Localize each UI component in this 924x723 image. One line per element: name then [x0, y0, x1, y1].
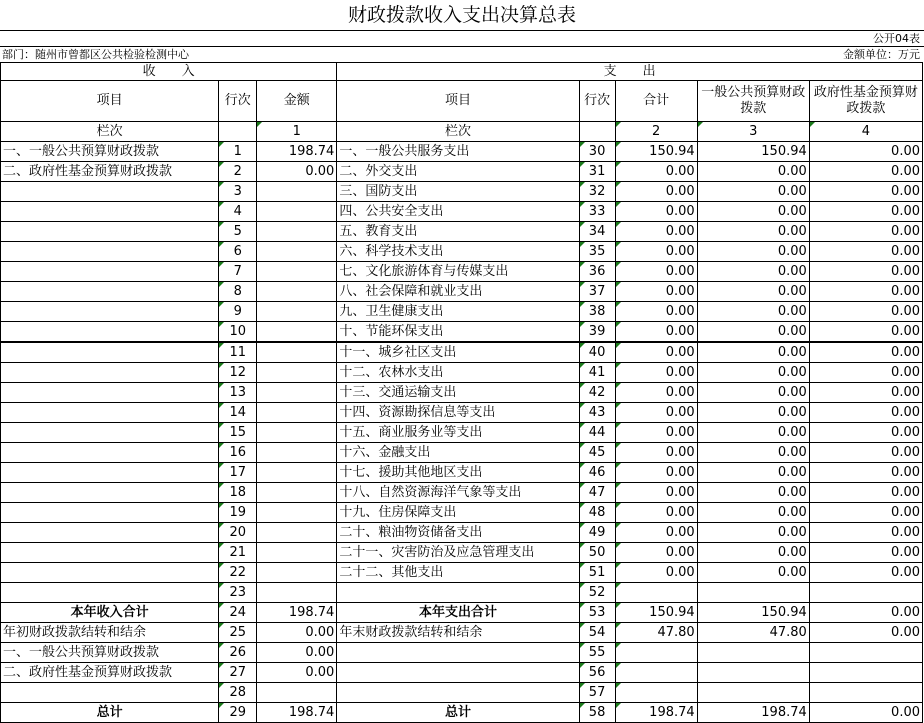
col-index-label-2: 栏次: [337, 122, 579, 142]
gov-fund-amount-cell: 0.00: [809, 142, 922, 162]
expense-total-cell: 0.00: [615, 423, 697, 443]
income-amount-cell: 198.74: [257, 703, 337, 723]
general-budget-amount-cell: 0.00: [697, 262, 809, 282]
expense-total-cell: 0.00: [615, 383, 697, 403]
expense-total-cell: 0.00: [615, 443, 697, 463]
income-row-no-cell: 13: [219, 383, 257, 403]
income-item-cell: [1, 222, 219, 242]
department-label: 部门：随州市曾都区公共检验检测中心: [2, 48, 189, 61]
income-row-no-cell: 12: [219, 363, 257, 383]
expense-item-cell: 十六、金融支出: [337, 443, 579, 463]
general-budget-amount-cell: 0.00: [697, 182, 809, 202]
income-item-cell: [1, 583, 219, 603]
unit-label: 金额单位：万元: [843, 48, 920, 61]
general-budget-amount-cell: 0.00: [697, 322, 809, 343]
income-row-no-cell: 26: [219, 643, 257, 663]
income-row-no-cell: 23: [219, 583, 257, 603]
expense-total-cell: 0.00: [615, 282, 697, 302]
gov-fund-amount-cell: 0.00: [809, 563, 922, 583]
expense-item-cell: [337, 663, 579, 683]
general-budget-amount-cell: 0.00: [697, 403, 809, 423]
gov-fund-amount-cell: 0.00: [809, 322, 922, 343]
table-row: [1, 182, 923, 202]
income-item-cell: [1, 383, 219, 403]
expense-item-cell: 二十、粮油物资储备支出: [337, 523, 579, 543]
expense-item-cell: 十八、自然资源海洋气象等支出: [337, 483, 579, 503]
general-budget-amount-cell: 0.00: [697, 222, 809, 242]
general-budget-amount-cell: 0.00: [697, 443, 809, 463]
expense-row-no-cell: 51: [579, 563, 615, 583]
gov-fund-amount-cell: 0.00: [809, 483, 922, 503]
expense-row-no-cell: 35: [579, 242, 615, 262]
expense-row-no-cell: 56: [579, 663, 615, 683]
expense-row-no-cell: 30: [579, 142, 615, 162]
income-amount-cell: 0.00: [257, 162, 337, 182]
income-item-cell: [1, 242, 219, 262]
expense-item-cell: [337, 583, 579, 603]
income-item-cell: [1, 543, 219, 563]
col-index-4: 4: [809, 122, 922, 142]
income-amount-cell: 198.74: [257, 142, 337, 162]
col-index-1: 1: [257, 122, 337, 142]
table-row: [1, 483, 923, 503]
expense-item-header: 项目: [337, 81, 579, 122]
expense-row-no-cell: 42: [579, 383, 615, 403]
expense-row-no-cell: 47: [579, 483, 615, 503]
gov-fund-amount-cell: 0.00: [809, 523, 922, 543]
expense-row-no-cell: 54: [579, 623, 615, 643]
income-amount-cell: [257, 302, 337, 322]
income-item-cell: [1, 282, 219, 302]
general-budget-amount-cell: 0.00: [697, 242, 809, 262]
income-amount-cell: [257, 222, 337, 242]
general-budget-amount-cell: [697, 583, 809, 603]
expense-total-cell: [615, 683, 697, 703]
income-row-no-cell: 19: [219, 503, 257, 523]
income-amount-cell: [257, 342, 337, 363]
income-row-no-cell: 17: [219, 463, 257, 483]
general-budget-amount-cell: 0.00: [697, 483, 809, 503]
income-amount-cell: [257, 423, 337, 443]
income-amount-cell: 0.00: [257, 663, 337, 683]
general-budget-amount-cell: [697, 643, 809, 663]
income-row-no-cell: 10: [219, 322, 257, 343]
expense-item-cell: 本年支出合计: [337, 603, 579, 623]
income-row-no-cell: 22: [219, 563, 257, 583]
income-amount-cell: [257, 322, 337, 343]
expense-total-cell: 47.80: [615, 623, 697, 643]
income-item-cell: [1, 363, 219, 383]
table-row: [1, 262, 923, 282]
income-row-no-cell: 16: [219, 443, 257, 463]
general-budget-amount-cell: 0.00: [697, 423, 809, 443]
income-amount-cell: [257, 202, 337, 222]
gov-fund-amount-cell: 0.00: [809, 603, 922, 623]
table-row: [1, 663, 923, 683]
expense-item-cell: 十九、住房保障支出: [337, 503, 579, 523]
income-amount-cell: [257, 242, 337, 262]
column-header-row: [1, 81, 923, 122]
table-row: [1, 242, 923, 262]
gov-fund-amount-cell: 0.00: [809, 403, 922, 423]
table-row: [1, 342, 923, 363]
income-item-cell: [1, 182, 219, 202]
expense-row-no-cell: 57: [579, 683, 615, 703]
gov-fund-amount-cell: 0.00: [809, 383, 922, 403]
general-budget-amount-cell: 0.00: [697, 363, 809, 383]
income-row-no-cell: 4: [219, 202, 257, 222]
gov-fund-amount-cell: 0.00: [809, 363, 922, 383]
income-item-cell: [1, 423, 219, 443]
expense-row-no-cell: 55: [579, 643, 615, 663]
income-row-no-cell: 25: [219, 623, 257, 643]
income-row-no-cell: 8: [219, 282, 257, 302]
income-amount-header: 金额: [257, 81, 337, 122]
table-row: [1, 363, 923, 383]
gov-fund-amount-cell: 0.00: [809, 423, 922, 443]
expense-item-cell: 十七、援助其他地区支出: [337, 463, 579, 483]
expense-total-cell: 0.00: [615, 162, 697, 182]
expense-item-cell: 六、科学技术支出: [337, 242, 579, 262]
column-index-row: [1, 122, 923, 142]
income-amount-cell: [257, 363, 337, 383]
expense-total-cell: 0.00: [615, 302, 697, 322]
income-item-cell: [1, 322, 219, 343]
general-budget-amount-cell: 0.00: [697, 342, 809, 363]
table-row: [1, 463, 923, 483]
table-row: [1, 443, 923, 463]
section-header-row: [1, 63, 923, 81]
expense-item-cell: 十三、交通运输支出: [337, 383, 579, 403]
income-item-cell: [1, 403, 219, 423]
gov-fund-amount-cell: 0.00: [809, 182, 922, 202]
table-row: [1, 623, 923, 643]
general-budget-amount-cell: 0.00: [697, 523, 809, 543]
income-item-cell: 二、政府性基金预算财政拨款: [1, 162, 219, 182]
table-row: [1, 162, 923, 182]
form-number-line: [0, 31, 924, 46]
expense-item-cell: 三、国防支出: [337, 182, 579, 202]
income-amount-cell: 0.00: [257, 623, 337, 643]
table-row: [1, 583, 923, 603]
income-amount-cell: [257, 583, 337, 603]
income-amount-cell: [257, 182, 337, 202]
expense-total-cell: 0.00: [615, 563, 697, 583]
table-row: [1, 383, 923, 403]
expense-row-no-cell: 36: [579, 262, 615, 282]
income-row-no-cell: 5: [219, 222, 257, 242]
expense-total-cell: 0.00: [615, 322, 697, 343]
income-amount-cell: [257, 503, 337, 523]
expense-total-cell: 0.00: [615, 463, 697, 483]
income-row-no-cell: 21: [219, 543, 257, 563]
expense-item-cell: 四、公共安全支出: [337, 202, 579, 222]
table-row: [1, 202, 923, 222]
income-row-no-cell: 6: [219, 242, 257, 262]
expense-item-cell: 二、外交支出: [337, 162, 579, 182]
expense-row-no-header: 行次: [579, 81, 615, 122]
gov-fund-amount-cell: 0.00: [809, 202, 922, 222]
income-amount-cell: [257, 483, 337, 503]
table-row: [1, 142, 923, 162]
expense-total-cell: 0.00: [615, 342, 697, 363]
table-row: [1, 643, 923, 663]
expense-total-cell: 198.74: [615, 703, 697, 723]
expense-item-cell: 五、教育支出: [337, 222, 579, 242]
general-budget-amount-cell: 0.00: [697, 383, 809, 403]
gov-fund-amount-cell: [809, 583, 922, 603]
general-budget-amount-cell: 150.94: [697, 142, 809, 162]
expense-item-cell: 十二、农林水支出: [337, 363, 579, 383]
income-item-cell: 二、政府性基金预算财政拨款: [1, 663, 219, 683]
income-amount-cell: [257, 443, 337, 463]
gov-fund-amount-cell: 0.00: [809, 503, 922, 523]
expense-item-cell: 十、节能环保支出: [337, 322, 579, 343]
table-row: [1, 423, 923, 443]
income-row-no-cell: 28: [219, 683, 257, 703]
expense-item-cell: 总计: [337, 703, 579, 723]
expense-item-cell: 七、文化旅游体育与传媒支出: [337, 262, 579, 282]
general-budget-amount-cell: 0.00: [697, 463, 809, 483]
expense-item-cell: [337, 683, 579, 703]
expense-row-no-cell: 39: [579, 322, 615, 343]
report-table: [0, 62, 923, 723]
gov-fund-amount-cell: [809, 663, 922, 683]
income-row-no-cell: 27: [219, 663, 257, 683]
expense-row-no-cell: 40: [579, 342, 615, 363]
income-amount-cell: [257, 383, 337, 403]
expense-row-no-cell: 49: [579, 523, 615, 543]
expense-item-cell: 九、卫生健康支出: [337, 302, 579, 322]
income-item-cell: [1, 202, 219, 222]
general-budget-amount-cell: 0.00: [697, 202, 809, 222]
income-row-no-header: 行次: [219, 81, 257, 122]
gov-fund-amount-cell: 0.00: [809, 222, 922, 242]
expense-item-cell: 十四、资源勘探信息等支出: [337, 403, 579, 423]
income-item-cell: 本年收入合计: [1, 603, 219, 623]
general-budget-amount-cell: 150.94: [697, 603, 809, 623]
income-amount-cell: [257, 282, 337, 302]
gov-fund-amount-cell: 0.00: [809, 262, 922, 282]
expense-row-no-cell: 52: [579, 583, 615, 603]
general-budget-amount-cell: 0.00: [697, 162, 809, 182]
expense-total-cell: 0.00: [615, 262, 697, 282]
expense-row-no-cell: 34: [579, 222, 615, 242]
expense-total-cell: 0.00: [615, 543, 697, 563]
table-row: [1, 282, 923, 302]
income-item-cell: [1, 483, 219, 503]
income-item-cell: [1, 683, 219, 703]
expense-total-cell: [615, 643, 697, 663]
gov-fund-amount-cell: [809, 683, 922, 703]
col-index-empty: [219, 122, 257, 142]
expense-item-cell: [337, 643, 579, 663]
gov-fund-amount-cell: 0.00: [809, 162, 922, 182]
income-amount-cell: [257, 403, 337, 423]
expense-row-no-cell: 44: [579, 423, 615, 443]
table-row: [1, 302, 923, 322]
table-row: [1, 603, 923, 623]
expense-total-cell: 0.00: [615, 503, 697, 523]
gov-fund-amount-cell: 0.00: [809, 282, 922, 302]
table-row: [1, 543, 923, 563]
table-row: [1, 563, 923, 583]
income-row-no-cell: 2: [219, 162, 257, 182]
expense-total-cell: 0.00: [615, 363, 697, 383]
income-row-no-cell: 11: [219, 342, 257, 363]
income-item-cell: [1, 302, 219, 322]
table-row: [1, 503, 923, 523]
general-budget-amount-cell: [697, 683, 809, 703]
income-amount-cell: [257, 463, 337, 483]
income-section-header: 收 入: [1, 63, 337, 81]
income-item-cell: [1, 443, 219, 463]
income-item-header: 项目: [1, 81, 219, 122]
expense-row-no-cell: 32: [579, 182, 615, 202]
expense-row-no-cell: 31: [579, 162, 615, 182]
table-row: [1, 322, 923, 343]
expense-total-cell: [615, 583, 697, 603]
gov-fund-amount-cell: 0.00: [809, 443, 922, 463]
income-row-no-cell: 14: [219, 403, 257, 423]
expense-section-header: 支 出: [337, 63, 923, 81]
general-budget-amount-cell: 0.00: [697, 543, 809, 563]
expense-row-no-cell: 48: [579, 503, 615, 523]
expense-total-cell: 0.00: [615, 242, 697, 262]
expense-total-cell: [615, 663, 697, 683]
expense-item-cell: 二十一、灾害防治及应急管理支出: [337, 543, 579, 563]
expense-item-cell: 一、一般公共服务支出: [337, 142, 579, 162]
income-row-no-cell: 9: [219, 302, 257, 322]
col-index-2: 2: [615, 122, 697, 142]
gov-fund-header: 政府性基金预算财政拨款: [809, 81, 922, 122]
gov-fund-amount-cell: 0.00: [809, 543, 922, 563]
meta-line: [0, 46, 924, 62]
income-row-no-cell: 18: [219, 483, 257, 503]
expense-total-cell: 150.94: [615, 142, 697, 162]
general-budget-amount-cell: 0.00: [697, 563, 809, 583]
expense-row-no-cell: 58: [579, 703, 615, 723]
total-header: 合计: [615, 81, 697, 122]
expense-row-no-cell: 33: [579, 202, 615, 222]
income-item-cell: [1, 463, 219, 483]
income-item-cell: 总计: [1, 703, 219, 723]
income-amount-cell: [257, 523, 337, 543]
income-item-cell: 一、一般公共预算财政拨款: [1, 142, 219, 162]
table-row: [1, 222, 923, 242]
general-budget-amount-cell: 0.00: [697, 503, 809, 523]
expense-row-no-cell: 45: [579, 443, 615, 463]
income-amount-cell: [257, 683, 337, 703]
general-budget-amount-cell: 47.80: [697, 623, 809, 643]
expense-item-cell: 十一、城乡社区支出: [337, 342, 579, 363]
expense-row-no-cell: 50: [579, 543, 615, 563]
gov-fund-amount-cell: 0.00: [809, 623, 922, 643]
income-row-no-cell: 7: [219, 262, 257, 282]
expense-total-cell: 0.00: [615, 523, 697, 543]
income-item-cell: [1, 262, 219, 282]
col-index-label: 栏次: [1, 122, 219, 142]
gov-fund-amount-cell: 0.00: [809, 302, 922, 322]
expense-total-cell: 0.00: [615, 202, 697, 222]
gov-fund-amount-cell: 0.00: [809, 463, 922, 483]
expense-total-cell: 0.00: [615, 403, 697, 423]
expense-row-no-cell: 53: [579, 603, 615, 623]
expense-row-no-cell: 41: [579, 363, 615, 383]
gov-fund-amount-cell: [809, 643, 922, 663]
table-row: [1, 403, 923, 423]
expense-total-cell: 0.00: [615, 222, 697, 242]
income-row-no-cell: 29: [219, 703, 257, 723]
general-budget-amount-cell: 198.74: [697, 703, 809, 723]
expense-item-cell: 年末财政拨款结转和结余: [337, 623, 579, 643]
table-row: [1, 683, 923, 703]
income-amount-cell: 0.00: [257, 643, 337, 663]
expense-item-cell: 二十二、其他支出: [337, 563, 579, 583]
income-row-no-cell: 24: [219, 603, 257, 623]
table-row: [1, 703, 923, 723]
income-amount-cell: [257, 563, 337, 583]
col-index-3: 3: [697, 122, 809, 142]
gov-fund-amount-cell: 0.00: [809, 342, 922, 363]
gov-fund-amount-cell: 0.00: [809, 242, 922, 262]
income-item-cell: [1, 563, 219, 583]
income-item-cell: [1, 523, 219, 543]
expense-item-cell: 十五、商业服务业等支出: [337, 423, 579, 443]
income-item-cell: 年初财政拨款结转和结余: [1, 623, 219, 643]
income-item-cell: [1, 503, 219, 523]
income-row-no-cell: 20: [219, 523, 257, 543]
income-item-cell: [1, 342, 219, 363]
expense-row-no-cell: 46: [579, 463, 615, 483]
income-item-cell: 一、一般公共预算财政拨款: [1, 643, 219, 663]
table-row: [1, 523, 923, 543]
expense-row-no-cell: 38: [579, 302, 615, 322]
expense-total-cell: 150.94: [615, 603, 697, 623]
expense-item-cell: 八、社会保障和就业支出: [337, 282, 579, 302]
form-number: 公开04表: [873, 32, 920, 45]
col-index-empty-2: [579, 122, 615, 142]
income-amount-cell: [257, 543, 337, 563]
income-amount-cell: [257, 262, 337, 282]
general-budget-amount-cell: [697, 663, 809, 683]
income-row-no-cell: 15: [219, 423, 257, 443]
expense-row-no-cell: 43: [579, 403, 615, 423]
expense-row-no-cell: 37: [579, 282, 615, 302]
general-budget-amount-cell: 0.00: [697, 282, 809, 302]
income-row-no-cell: 3: [219, 182, 257, 202]
report-title: 财政拨款收入支出决算总表: [0, 0, 924, 31]
expense-total-cell: 0.00: [615, 182, 697, 202]
expense-total-cell: 0.00: [615, 483, 697, 503]
income-row-no-cell: 1: [219, 142, 257, 162]
general-budget-amount-cell: 0.00: [697, 302, 809, 322]
income-amount-cell: 198.74: [257, 603, 337, 623]
general-budget-header: 一般公共预算财政拨款: [697, 81, 809, 122]
gov-fund-amount-cell: 0.00: [809, 703, 922, 723]
